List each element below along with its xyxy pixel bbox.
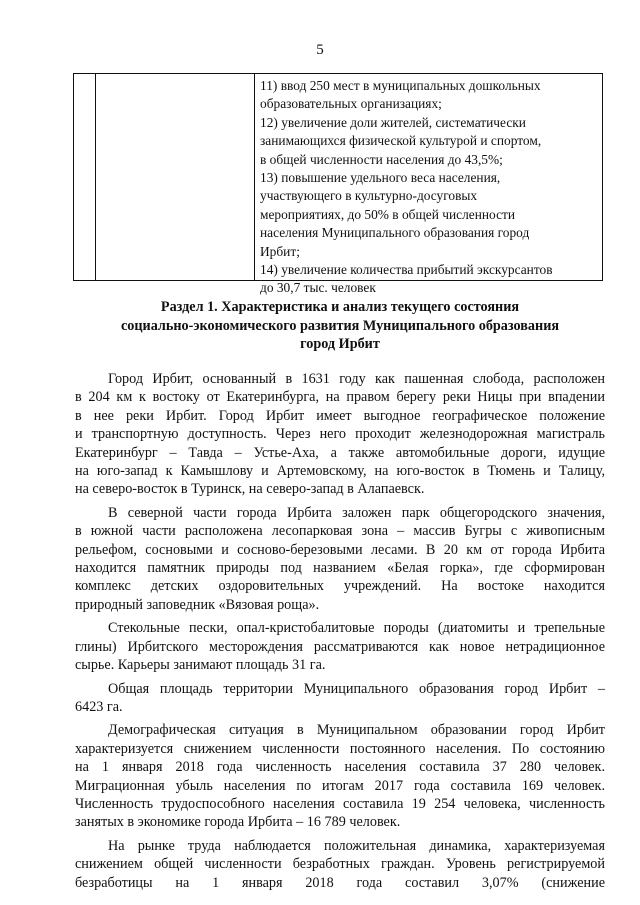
goal-line: до 30,7 тыс. человек [260,280,376,296]
heading-line: социально-экономического развития Муниципального образования [120,317,560,334]
text-line: сырье. Карьеры занимают площадь 31 га. [75,657,326,674]
goal-line: в общей численности населения до 43,5%; [260,151,503,167]
goal-line: Ирбит; [260,243,300,259]
text-line: Численность трудоспособного населения составила 19 254 человека, численность [75,795,605,812]
text-line: Город Ирбит, основанный в 1631 году как пашенная слобода, расположен [108,371,605,387]
text-line: Общая площадь территории Муниципального образования город Ирбит – [108,680,605,697]
goal-line: 13) повышение удельного веса населения, [260,170,501,186]
text-line: На рынке труда наблюдается положительная динамика, характеризуемая [108,837,605,854]
text-line: природный заповедник «Вязовая роща». [75,596,320,613]
section-heading [60,298,620,354]
goal-line: 11) ввод 250 мест в муниципальных дошкольных [260,78,541,93]
text-line: безработицы на 1 января 2018 года составил 3,07% (снижение [75,874,605,891]
text-line: в нее реки Ирбит. Город Ирбит имеет выгодное географическое положение [75,407,605,424]
paragraph [75,837,605,892]
text-line: находится памятник природы под названием «Белая горка», где сформирован [75,560,605,577]
text-line: 6423 га. [75,698,123,715]
text-line: Екатеринбург – Тавда – Устье-Аха, а также автомобильные дороги, идущие [75,444,605,461]
paragraph [75,680,605,717]
text-line: комплекс детских оздоровительных учреждений. На востоке находится [75,578,605,595]
heading-line: город Ирбит [300,336,380,352]
text-line: занятых в экономике города Ирбита – 16 789 человек. [75,814,401,831]
goal-line: 14) увеличение количества прибытий экскурсантов [260,262,553,278]
text-line: В северной части города Ирбита заложен парк общегородского значения, [108,504,605,521]
text-line: Миграционная убыль населения по итогам 2017 года составила 169 человек. [75,777,605,794]
page-number: 5 [316,42,324,58]
text-line: характеризуется снижением численности постоянного населения. По состоянию [75,740,605,757]
text-line: на северо-восток в Туринск, на северо-запад в Алапаевск. [75,481,425,498]
goal-line: занимающихся физической культурой и спортом, [260,133,542,149]
goal-line: 12) увеличение доли жителей, систематически [260,114,526,130]
goals-table [73,73,603,296]
heading-line: Раздел 1. Характеристика и анализ текущего состояния [160,299,520,315]
paragraph [75,370,605,499]
goal-line: участвующего в культурно-досуговых [260,188,478,204]
goals-cell [260,77,600,298]
text-line: и транспортную доступность. Через него проходит железнодорожная магистраль [75,426,605,443]
paragraph [75,721,605,831]
table-column-divider [95,74,96,280]
text-line: глины) Ирбитского месторождения рассматриваются как новое нетрадиционное [75,638,605,655]
text-line: в южной части расположена лесопарковая зона – массив Бугры с живописным [75,523,605,540]
text-line: в 204 км к востоку от Екатеринбурга, на правом берегу реки Ницы при впадении [75,389,605,406]
goal-line: мероприятиях, до 50% в общей численности [260,206,516,222]
table-column-divider [254,74,255,280]
text-line: Стекольные пески, опал-кристобалитовые породы (диатомиты и трепельные [108,620,605,637]
paragraph [75,504,605,614]
body-text [75,370,605,897]
text-line: на 1 января 2018 года численность населения составила 37 280 человек. [75,759,605,776]
paragraph [75,619,605,674]
goal-line: населения Муниципального образования город [260,225,530,241]
text-line: Демографическая ситуация в Муниципальном образовании город Ирбит [108,722,605,739]
text-line: на юго-запад к Камышлову и Артемовскому, на юго-восток в Тюмень и Талицу, [75,463,605,480]
text-line: рельефом, сосновыми и сосново-березовыми лесами. В 20 км от города Ирбита [75,541,605,558]
goal-line: образовательных организациях; [260,96,442,112]
text-line: снижением общей численности безработных граждан. Уровень регистрируемой [75,856,605,873]
